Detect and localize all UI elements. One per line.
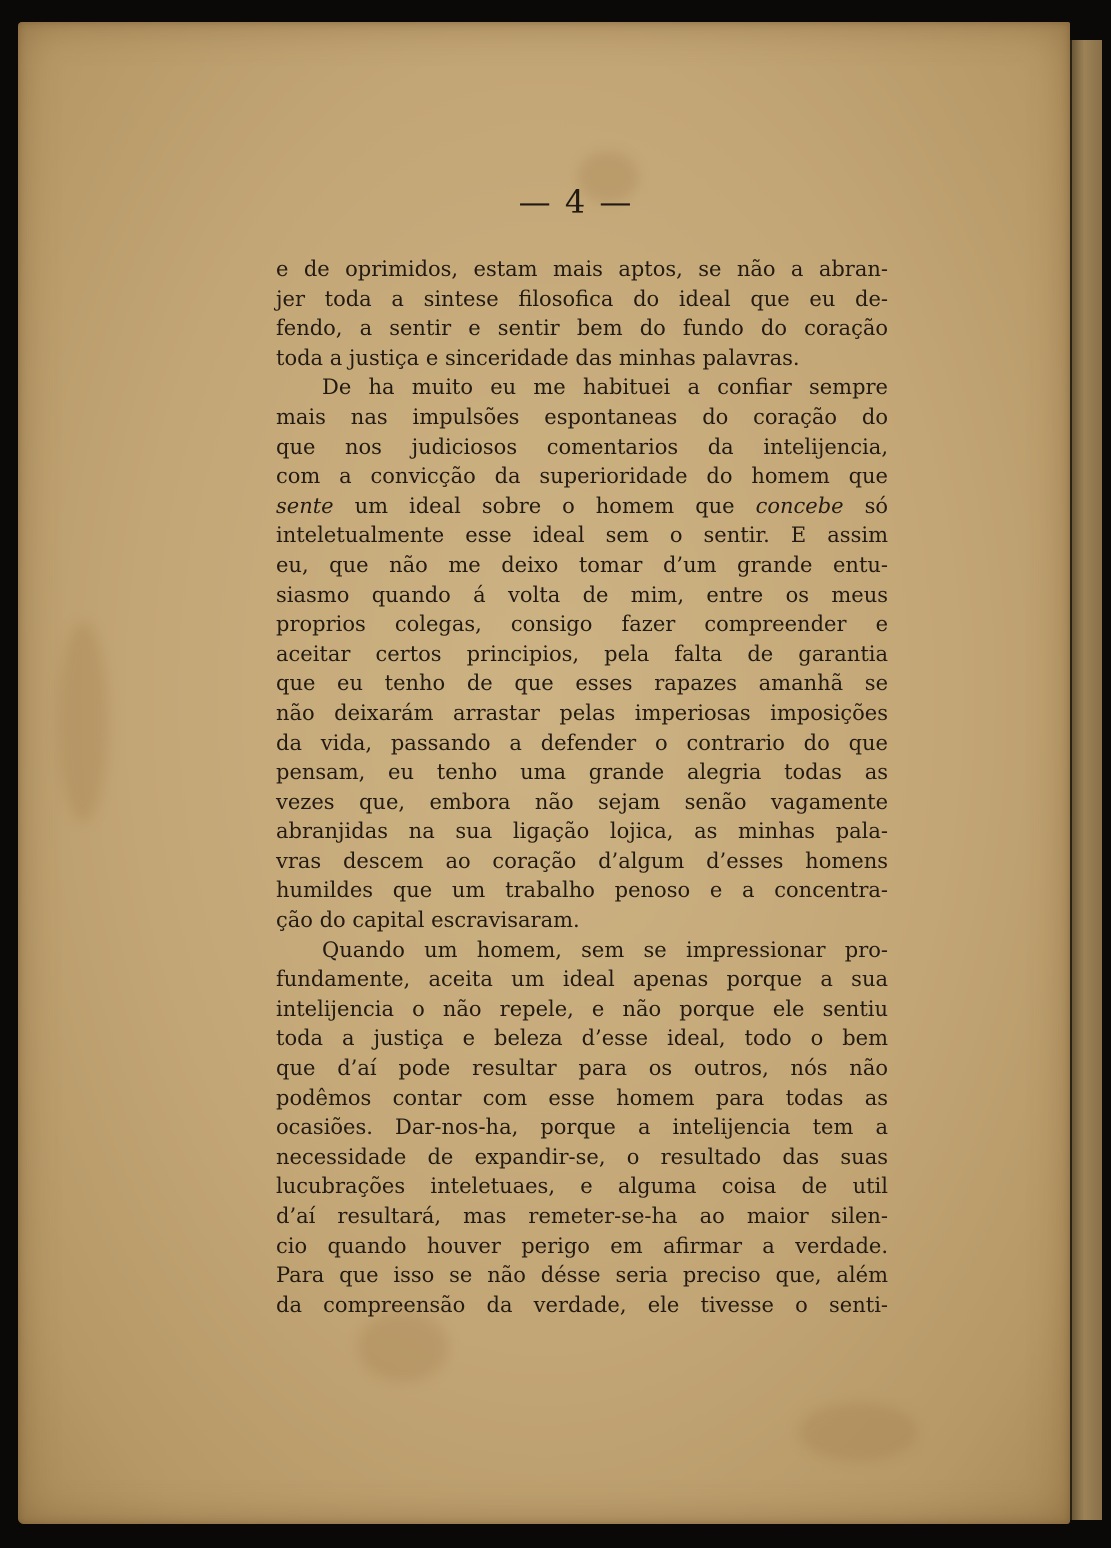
- text-line: da vida, passando a defender o contrario do que: [276, 730, 888, 755]
- text-fragment: só: [843, 493, 888, 518]
- text-line: De ha muito eu me habituei a confiar sempre: [322, 375, 888, 400]
- text-line: podêmos contar com esse homem para todas as: [276, 1085, 888, 1110]
- text-line: mais nas impulsões espontaneas do coração do: [276, 404, 888, 429]
- text-fragment: um ideal sobre o homem que: [333, 493, 756, 518]
- text-line: vezes que, embora não sejam senão vagamente: [276, 789, 888, 814]
- text-line: eu, que não me deixo tomar d’um grande entu-: [276, 552, 888, 577]
- body-text: [276, 255, 888, 1320]
- paper-stain: [798, 1402, 918, 1462]
- text-line: siasmo quando á volta de mim, entre os meus: [276, 582, 888, 607]
- text-line: abranjidas na sua ligação lojica, as minhas pala-: [276, 819, 888, 844]
- text-line: da compreensão da verdade, ele tivesse o senti-: [276, 1292, 888, 1317]
- text-line: aceitar certos principios, pela falta de garantia: [276, 641, 888, 666]
- text-line: intelijencia o não repele, e não porque ele sentiu: [276, 996, 888, 1021]
- text-line: Para que isso se não désse seria preciso que, além: [276, 1263, 888, 1288]
- text-line: vras descem ao coração d’algum d’esses homens: [276, 848, 888, 873]
- text-line: com a convicção da superioridade do homem que: [276, 464, 888, 489]
- text-line: humildes que um trabalho penoso e a concentra-: [276, 878, 888, 903]
- text-line: lucubrações inteletuaes, e alguma coisa de util: [276, 1174, 888, 1199]
- text-line: e de oprimidos, estam mais aptos, se não a abran-: [276, 257, 888, 281]
- text-line: necessidade de expandir-se, o resultado das suas: [276, 1144, 888, 1169]
- italic-word: concebe: [755, 493, 844, 518]
- text-line-with-italics: [276, 492, 888, 522]
- text-line: ocasiões. Dar-nos-ha, porque a intelijencia tem a: [276, 1115, 888, 1140]
- italic-word: sente: [276, 493, 334, 518]
- text-line: cio quando houver perigo em afirmar a verdade.: [276, 1233, 888, 1258]
- text-line: jer toda a sintese filosofica do ideal que eu de-: [276, 286, 888, 311]
- text-line: d’aí resultará, mas remeter-se-ha ao maior silen-: [276, 1204, 888, 1228]
- paper-stain: [58, 622, 108, 822]
- text-line: inteletualmente esse ideal sem o sentir. E assim: [276, 523, 888, 548]
- paper-stain: [358, 1312, 448, 1382]
- text-line: fendo, a sentir e sentir bem do fundo do coração: [276, 316, 888, 341]
- text-line: ção do capital escravisaram.: [276, 908, 580, 933]
- text-line: toda a justiça e sinceridade das minhas palavras.: [276, 345, 800, 370]
- text-line: Quando um homem, sem se impressionar pro-: [322, 937, 888, 962]
- text-line: que nos judiciosos comentarios da intelijencia,: [276, 434, 888, 459]
- text-line: fundamente, aceita um ideal apenas porque a sua: [276, 967, 888, 992]
- text-line: toda a justiça e beleza d’esse ideal, todo o bem: [276, 1026, 888, 1051]
- text-line: não deixarám arrastar pelas imperiosas imposições: [276, 700, 888, 725]
- text-line: proprios colegas, consigo fazer compreender e: [276, 612, 888, 637]
- page-number: — 4 —: [518, 183, 634, 221]
- text-line: que eu tenho de que esses rapazes amanhã se: [276, 671, 888, 696]
- text-line: que d’aí pode resultar para os outros, nós não: [276, 1056, 888, 1081]
- adjacent-page-edge: [1070, 40, 1102, 1520]
- text-line: pensam, eu tenho uma grande alegria todas as: [276, 760, 888, 785]
